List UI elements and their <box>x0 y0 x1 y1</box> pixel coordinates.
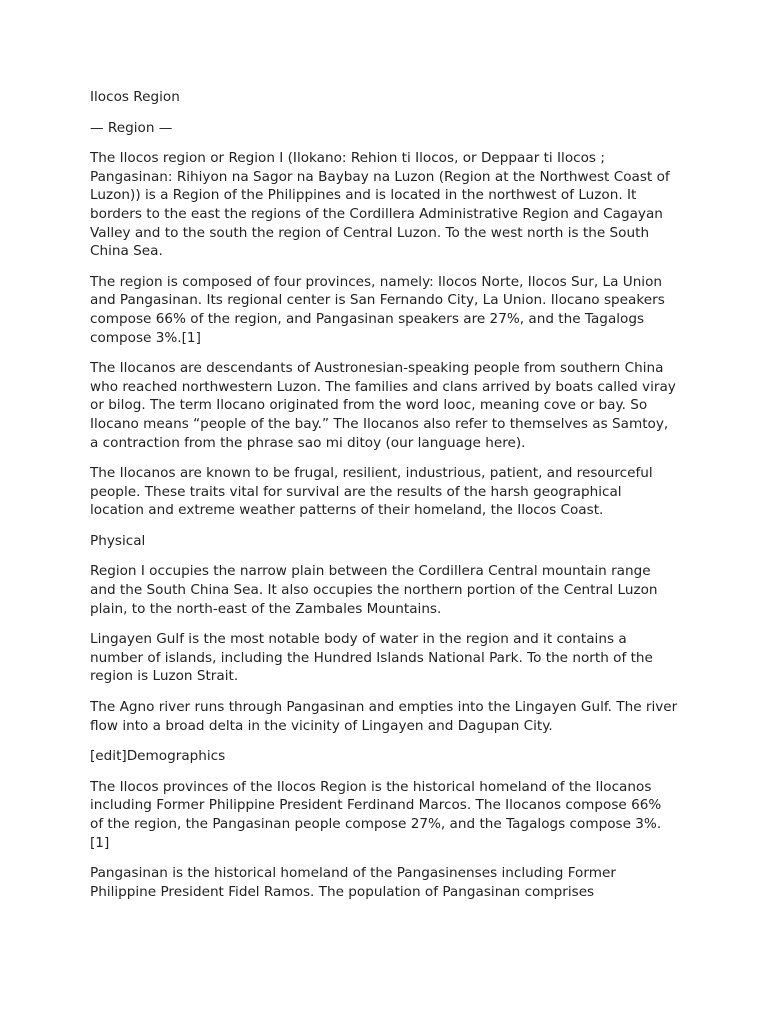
heading-text: Physical <box>90 532 146 549</box>
paragraph-line: The Ilocanos are descendants of Austronesian-speaking people from southern China <box>90 360 664 377</box>
paragraph-line: borders to the east the regions of the Cordillera Administrative Region and Cagayan <box>90 205 663 222</box>
paragraph-line: China Sea. <box>90 243 163 260</box>
paragraph <box>90 562 690 618</box>
document-page <box>90 88 690 913</box>
section-heading <box>90 532 690 551</box>
paragraph-line: a contraction from the phrase sao mi ditoy (our language here). <box>90 434 526 451</box>
paragraph-line: The Ilocos region or Region I (Ilokano: Rehion ti Ilocos, or Deppaar ti Ilocos ; <box>90 150 605 167</box>
section-heading <box>90 747 690 766</box>
paragraph-line: plain, to the north-east of the Zambales Mountains. <box>90 600 442 617</box>
paragraph <box>90 778 690 852</box>
paragraph <box>90 464 690 520</box>
paragraph <box>90 698 690 735</box>
paragraph-line: including Former Philippine President Ferdinand Marcos. The Ilocanos compose 66% <box>90 797 662 814</box>
paragraph-line: location and extreme weather patterns of their homeland, the Ilocos Coast. <box>90 502 604 519</box>
paragraph-line: The Ilocanos are known to be frugal, resilient, industrious, patient, and resourceful <box>90 465 653 482</box>
paragraph-line: and the South China Sea. It also occupies the northern portion of the Central Luzon <box>90 582 658 599</box>
paragraph-line: compose 66% of the region, and Pangasinan speakers are 27%, and the Tagalogs <box>90 310 645 327</box>
paragraph-line: The Ilocos provinces of the Ilocos Region is the historical homeland of the Ilocanos <box>90 778 652 795</box>
heading-text: [edit]Demographics <box>90 748 226 765</box>
document-body <box>90 149 690 901</box>
paragraph <box>90 864 690 901</box>
document-subtitle: — Region — <box>90 119 173 136</box>
paragraph <box>90 359 690 452</box>
paragraph-line: Pangasinan: Rihiyon na Sagor na Baybay na Luzon (Region at the Northwest Coast of <box>90 168 670 185</box>
paragraph-line: Valley and to the south the region of Central Luzon. To the west north is the South <box>90 224 650 241</box>
paragraph-line: or bilog. The term Ilocano originated from the word looc, meaning cove or bay. So <box>90 397 648 414</box>
paragraph-line: Lingayen Gulf is the most notable body of water in the region and it contains a <box>90 631 627 648</box>
paragraph-line: The Agno river runs through Pangasinan and empties into the Lingayen Gulf. The river <box>90 699 678 716</box>
paragraph-line: The region is composed of four provinces, namely: Ilocos Norte, Ilocos Sur, La Union <box>90 273 663 290</box>
paragraph-line: Philippine President Fidel Ramos. The population of Pangasinan comprises <box>90 883 595 900</box>
paragraph-line: Pangasinan is the historical homeland of the Pangasinenses including Former <box>90 865 616 882</box>
paragraph-line: people. These traits vital for survival are the results of the harsh geographical <box>90 483 622 500</box>
paragraph-line: Ilocano means “people of the bay.” The Ilocanos also refer to themselves as Samtoy, <box>90 415 669 432</box>
paragraph-line: compose 3%.[1] <box>90 329 201 346</box>
paragraph-line: [1] <box>90 834 110 851</box>
paragraph-line: flow into a broad delta in the vicinity of Lingayen and Dagupan City. <box>90 717 553 734</box>
paragraph <box>90 273 690 347</box>
paragraph <box>90 149 690 261</box>
paragraph-line: of the region, the Pangasinan people compose 27%, and the Tagalogs compose 3%. <box>90 816 662 832</box>
paragraph-line: and Pangasinan. Its regional center is San Fernando City, La Union. Ilocano speakers <box>90 292 665 309</box>
paragraph-line: number of islands, including the Hundred Islands National Park. To the north of the <box>90 649 653 666</box>
paragraph-line: Luzon)) is a Region of the Philippines and is located in the northwest of Luzon. It <box>90 187 637 204</box>
paragraph-line: Region I occupies the narrow plain between the Cordillera Central mountain range <box>90 563 651 580</box>
paragraph-line: who reached northwestern Luzon. The families and clans arrived by boats called viray <box>90 378 676 395</box>
paragraph-line: region is Luzon Strait. <box>90 668 239 685</box>
document-title: Ilocos Region <box>90 89 180 105</box>
paragraph <box>90 630 690 686</box>
